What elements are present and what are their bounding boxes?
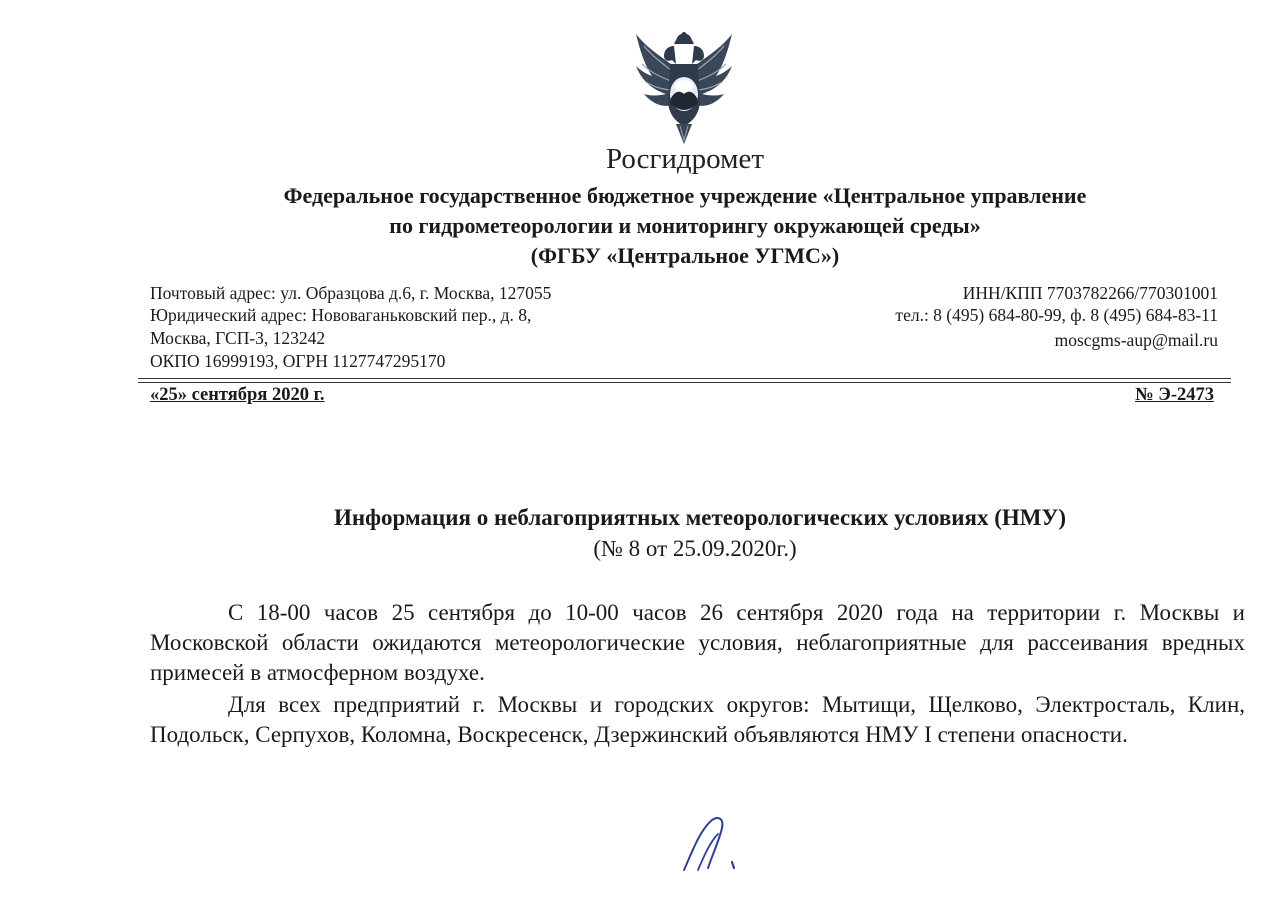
phone-fax: тел.: 8 (495) 684-80-99, ф. 8 (495) 684-83-11: [895, 305, 1218, 325]
agency-name: Росгидромет: [605, 143, 764, 175]
email: moscgms-aup@mail.ru: [1054, 330, 1218, 350]
registration-codes: ОКПО 16999193, ОГРН 1127747295170: [150, 351, 446, 371]
organization-name-line-1: Федеральное государственное бюджетное учреждение «Центральное управление: [283, 183, 1087, 208]
legal-address-city: Москва, ГСП-3, 123242: [150, 328, 326, 348]
document-subtitle: (№ 8 от 25.09.2020г.): [593, 536, 797, 561]
body-paragraph-2: Для всех предприятий г. Москвы и городских округов: Мытищи, Щелково, Электросталь, Клин, Подольск, Серпухов, Коломна, Воскресенск, Дзержинский объявляются НМУ I степени опасности.: [150, 692, 1245, 747]
document-title: Информация о неблагоприятных метеорологических условиях (НМУ): [333, 505, 1066, 530]
organization-abbreviation: (ФГБУ «Центральное УГМС»): [530, 243, 840, 268]
document-number: № Э-2473: [1135, 385, 1214, 405]
legal-address: Юридический адрес: Нововаганьковский пер., д. 8,: [150, 305, 532, 325]
organization-name-line-2: по гидрометеорологии и мониторингу окружающей среды»: [389, 213, 981, 238]
postal-address: Почтовый адрес: ул. Образцова д.6, г. Москва, 127055: [150, 283, 552, 303]
inn-kpp: ИНН/КПП 7703782266/770301001: [962, 283, 1218, 303]
header-divider: [138, 378, 1231, 379]
header-divider-secondary: [138, 382, 1231, 383]
roshydromet-emblem-icon: [630, 30, 738, 145]
signature-icon: [678, 812, 748, 874]
body-paragraph-1: С 18-00 часов 25 сентября до 10-00 часов 26 сентября 2020 года на территории г. Москвы и Московской области ожидаются метеорологические условия, неблагоприятные для рассеивания вредных примесей в атмосферном воздухе.: [150, 600, 1245, 685]
document-date: «25» сентября 2020 г.: [150, 385, 325, 405]
